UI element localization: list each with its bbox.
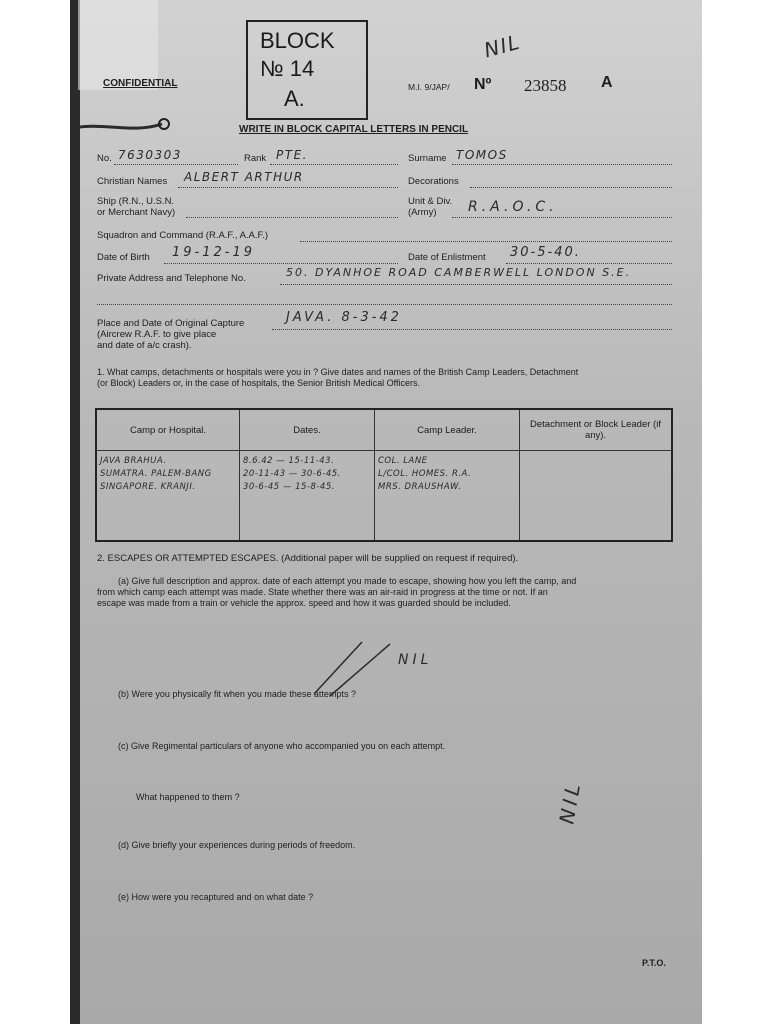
address-line [280, 284, 672, 285]
christian-names-line [178, 187, 398, 188]
squadron-line [300, 241, 672, 242]
classification-label: CONFIDENTIAL [103, 78, 178, 89]
dob-label: Date of Birth [97, 252, 150, 263]
capture-line [272, 329, 672, 330]
q2c-text: (c) Give Regimental particulars of anyone who accompanied you on each attempt. [118, 741, 446, 751]
col-leader-header: Camp Leader. [375, 409, 520, 451]
leader-cell[interactable] [375, 451, 520, 542]
decorations-line [470, 187, 672, 188]
col-detachment-header: Detachment or Block Leader (if any). [520, 409, 673, 451]
block-stamp [246, 20, 368, 120]
capture-label-1: Place and Date of Original Capture [97, 318, 245, 329]
ship-label-1: Ship (R.N., U.S.N. [97, 196, 175, 207]
camp-cell[interactable] [96, 451, 240, 542]
enlistment-value[interactable]: 30-5-40. [510, 245, 581, 260]
q2a-nil-answer[interactable]: NIL [398, 652, 433, 668]
instruction-heading: WRITE IN BLOCK CAPITAL LETTERS IN PENCIL [239, 124, 469, 135]
dates-entry: 8.6.42 — 15-11-43. [243, 456, 335, 466]
squadron-label: Squadron and Command (R.A.F., A.A.F.) [97, 230, 269, 241]
decorations-label: Decorations [408, 176, 459, 187]
ship-label-2: or Merchant Navy) [97, 207, 176, 218]
address-line-2 [97, 304, 672, 305]
camp-table-header-row [96, 409, 672, 451]
form-suffix: A [601, 74, 613, 91]
address-label: Private Address and Telephone No. [97, 273, 246, 284]
detachment-cell[interactable] [520, 451, 673, 542]
camp-table [95, 408, 673, 542]
nil-header-mark: NIL [481, 29, 523, 63]
dob-line [164, 263, 398, 264]
q2e-text: (e) How were you recaptured and on what date ? [118, 892, 314, 902]
q2b-text: (b) Were you physically fit when you made these attempts ? [118, 689, 356, 699]
col-dates-header: Dates. [240, 409, 375, 451]
stamp-line-letter: A. [284, 86, 305, 111]
surname-value[interactable]: TOMOS [456, 148, 508, 162]
q2-nil-side-mark[interactable]: NIL [554, 778, 586, 826]
unit-line [452, 217, 672, 218]
stamp-line-block: BLOCK [260, 28, 335, 53]
q2-title: 2. ESCAPES OR ATTEMPTED ESCAPES. (Additional paper will be supplied on request if required). [97, 553, 519, 564]
enlistment-line [506, 263, 672, 264]
page-binding-edge [70, 0, 80, 1024]
q1-line-1: 1. What camps, detachments or hospitals were you in ? Give dates and names of the British Camp Leaders, Detachment [97, 367, 579, 377]
unit-value[interactable]: R.A.O.C. [468, 199, 558, 215]
camp-entry: SUMATRA. PALEM-BANG [100, 469, 212, 479]
capture-label-3: and date of a/c crash). [97, 340, 192, 351]
ship-line [186, 217, 398, 218]
surname-label: Surname [408, 153, 447, 164]
col-camp-header: Camp or Hospital. [96, 409, 240, 451]
rank-line [270, 164, 398, 165]
rank-label: Rank [244, 153, 267, 164]
capture-value[interactable]: JAVA. 8-3-42 [286, 310, 402, 325]
unit-label-2: (Army) [408, 207, 437, 218]
pto-label: P.T.O. [642, 958, 666, 968]
capture-label-2: (Aircrew R.A.F. to give place [97, 329, 217, 340]
leader-entry: L/COL. HOMES. R.A. [378, 469, 472, 479]
dob-value[interactable]: 19-12-19 [172, 245, 256, 260]
q2a-line-1: (a) Give full description and approx. date of each attempt you made to escape, showing how you left the camp, and [118, 576, 577, 586]
surname-line [452, 164, 672, 165]
camp-entry: JAVA BRAHUA. [100, 456, 167, 466]
leader-entry: MRS. DRAUSHAW. [378, 482, 462, 492]
tag-string-icon [72, 112, 172, 142]
dates-entry: 20-11-43 — 30-6-45. [243, 469, 341, 479]
leader-entry: COL. LANE [378, 456, 428, 466]
address-value[interactable]: 50. DYANHOE ROAD CAMBERWELL LONDON S.E. [286, 266, 632, 279]
rank-value[interactable]: PTE. [276, 148, 308, 162]
q2a-line-2: from which camp each attempt was made. State whether there was an air-raid in progress at the time or not. If an [97, 587, 548, 597]
q2a-line-3: escape was made from a train or vehicle the approx. speed and how it was guarded should be included. [97, 598, 511, 608]
dates-cell[interactable] [240, 451, 375, 542]
christian-names-label: Christian Names [97, 176, 168, 187]
no-value[interactable]: 7630303 [118, 148, 182, 162]
dates-entry: 30-6-45 — 15-8-45. [243, 482, 335, 492]
q2c-followup: What happened to them ? [136, 792, 240, 802]
christian-names-value[interactable]: ALBERT ARTHUR [184, 170, 304, 184]
no-label: No. [97, 153, 112, 164]
camp-entry: SINGAPORE. KRANJI. [100, 482, 196, 492]
unit-label-1: Unit & Div. [408, 196, 453, 207]
form-code: M.I. 9/JAP/ [408, 82, 450, 92]
form-number: 23858 [524, 76, 567, 95]
number-label: Nº [474, 76, 492, 93]
stamp-line-number: № 14 [260, 56, 315, 81]
folded-corner [78, 0, 158, 90]
no-line [114, 164, 238, 165]
q2d-text: (d) Give briefly your experiences during periods of freedom. [118, 840, 356, 850]
q1-line-2: (or Block) Leaders or, in the case of hospitals, the Senior British Medical Officers. [97, 378, 420, 388]
enlistment-label: Date of Enlistment [408, 252, 486, 263]
camp-table-body-row [96, 451, 672, 542]
